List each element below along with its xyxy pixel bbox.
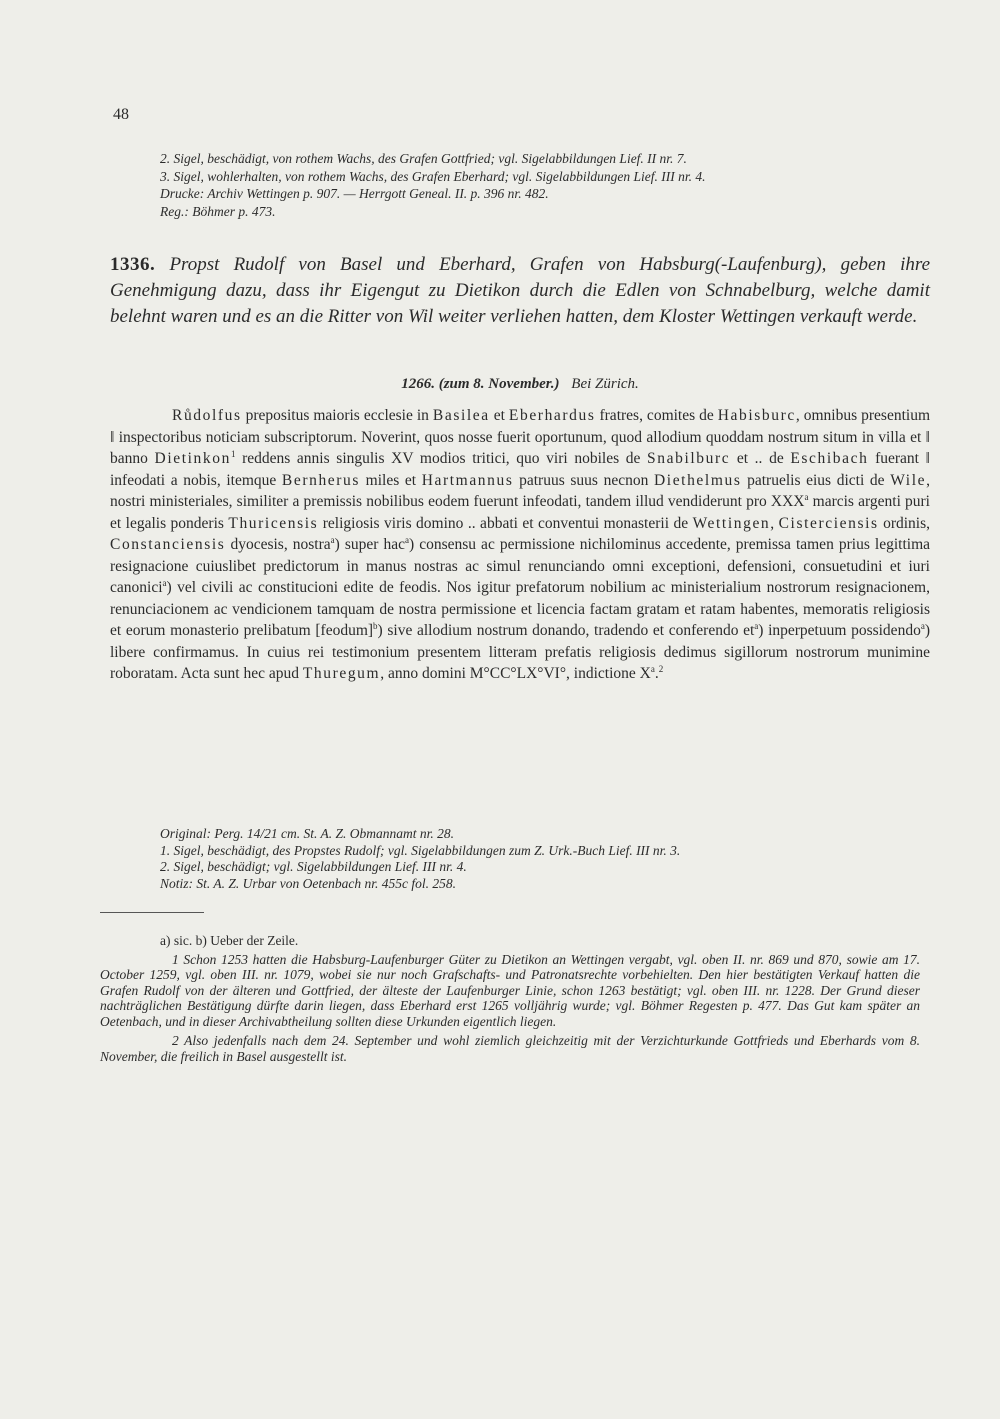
document-headline bbox=[110, 252, 930, 330]
original-notes bbox=[160, 826, 930, 892]
regest-note: Reg.: Böhmer p. 473. bbox=[160, 203, 276, 219]
seal-note-1: 1. Sigel, beschädigt, des Propstes Rudolf; vgl. Sigelabbildungen zum Z. Urk.-Buch Lief. III nr. 3. bbox=[160, 842, 681, 858]
prints-note: Drucke: Archiv Wettingen p. 907. — Herrgott Geneal. II. p. 396 nr. 482. bbox=[160, 186, 549, 201]
notiz-note: Notiz: St. A. Z. Urbar von Oetenbach nr. 455c fol. 258. bbox=[160, 875, 456, 891]
document-place: Bei Zürich. bbox=[571, 376, 639, 392]
original-note: Original: Perg. 14/21 cm. St. A. Z. Obmannamt nr. 28. bbox=[160, 826, 455, 841]
seal-notes bbox=[110, 150, 930, 220]
dateline bbox=[110, 376, 930, 393]
footnotes bbox=[100, 933, 920, 1068]
headline-text: Propst Rudolf von Basel und Eberhard, Grafen von Habsburg(-Laufenburg), geben ihre Genehmigung dazu, dass ihr Eigengut zu Dietikon durch die Edlen von Schnabelburg, welche damit belehnt waren und es an die Ritter von Wil weiter verliehen hatten, dem Kloster Wettingen verkauft werde. bbox=[110, 254, 931, 327]
charter-text: Růdolfus prepositus maioris ecclesie in Basilea et Eberhardus fratres, comites de Habisburc, omnibus presentium ‖ inspectoribus noticiam subscriptorum. Noverint, quos nosse fuerit oportunum, quod allodium quoddam nostrum situm in villa et ‖ banno Dietinkon$^1$ reddens annis singulis XV modios tritici, quo viri nobiles de Snabilburc et .. de Eschibach fuerant ‖ infeodati a nobis, itemque Bernherus miles et Hartmannus patruus suus necnon Diethelmus patruelis eius dicti de Wile, nostri ministeriales, similiter a premissis nobilibus eodem fuerunt infeodati, tandem illud vendiderunt pro XXX$^a$ marcis argenti puri et legalis ponderis Thuricensis religiosis viris domino .. abbati et conventui monasterii de Wettingen, Cisterciensis ordinis, Constanciensis dyocesis, nostra$^a$) super hac$^a$) consensu ac permissione nichilominus accedente, premissa tamen prius legittima resignacione cuiuslibet predictorum in manus nostras ac simul renunciando omni exceptioni, defensioni, consuetudini et iuri canonici$^a$) vel civili ac constitucioni edite de feodis. Nos igitur prefatorum nobilium ac ministerialium nostrorum resignacionem, renunciacionem ac vendicionem tamquam de nostra permissione et licencia factam gratam et ratam habentes, memoratis religiosis et eorum monasterio prelibatum [feodum]$^b$) sive allodium nostrum donando, tradendo et conferendo $et^a$) inperpetuum possidendo$^a$) libere confirmamus. In cuius rei testimonium presentem litteram prefatis religiosis dedimus sigillorum nostrorum munimine roboratam. Acta sunt hec apud Thuregum, anno domini M°CC°LX°VI°, indictione $X^a.^2$ bbox=[110, 407, 931, 682]
page-number: 48 bbox=[113, 106, 129, 123]
seal-note-3: 3. Sigel, wohlerhalten, von rothem Wachs, des Grafen Eberhard; vgl. Sigelabbildungen Lief. III nr. 4. bbox=[160, 168, 706, 184]
document-date: 1266. (zum 8. November.) bbox=[401, 376, 560, 392]
footnote-1: 1 Schon 1253 hatten die Habsburg-Laufenburger Güter zu Dietikon an Wettingen vergabt, vgl. oben II. nr. 869 und 870, sowie am 17. October 1259, vgl. oben III. nr. 1079, wobei sie nur noch Grafschafts- und Patronatsrechte vorbehielten. Den hier bestätigten Verkauf hatten die Grafen Rudolf von der älteren und Gottfried, der älteste der Laufenburger Linie, schon 1263 bestätigt; vgl. oben III. nr. 1228. Der Grund dieser nachträglichen Bestätigung dürfte darin liegen, dass Eberhard erst 1265 volljährig wurde; vgl. Böhmer Regesten p. 477. Das Gut kam später an Oetenbach, und in dieser Archivabtheilung sollten diese Urkunden eigentlich liegen. bbox=[100, 951, 920, 1029]
seal-note-2b: 2. Sigel, beschädigt; vgl. Sigelabbildungen Lief. III nr. 4. bbox=[160, 859, 467, 874]
footnote-2: 2 Also jedenfalls nach dem 24. September und wohl ziemlich gleichzeitig mit der Verzichturkunde Gottfrieds und Eberhards vom 8. November, die freilich in Basel ausgestellt ist. bbox=[100, 1033, 920, 1064]
document-number: 1336. bbox=[110, 254, 156, 275]
footnote-divider bbox=[100, 912, 204, 913]
seal-note-2: 2. Sigel, beschädigt, von rothem Wachs, des Grafen Gottfried; vgl. Sigelabbildungen Lief. II nr. 7. bbox=[160, 151, 687, 166]
footnote-ab: a) sic. b) Ueber der Zeile. bbox=[160, 933, 299, 948]
